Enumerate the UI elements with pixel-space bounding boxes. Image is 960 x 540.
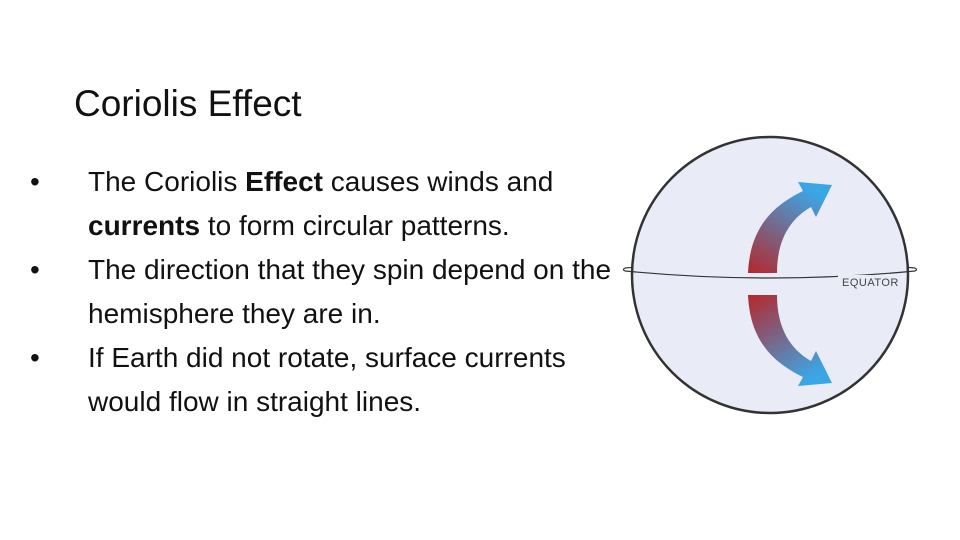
bullet-bold-segment: Effect — [245, 166, 323, 197]
bullet-list — [30, 160, 630, 424]
coriolis-globe-diagram — [620, 135, 920, 425]
equator-ring-right-edge — [915, 268, 917, 271]
bullet-item — [30, 160, 630, 248]
equator-ring-left-edge — [624, 268, 626, 271]
bullet-text-segment: to form circular patterns. — [200, 210, 510, 241]
globe-svg — [620, 135, 920, 425]
bullet-bold-segment: currents — [88, 210, 201, 241]
bullet-text-segment: The Coriolis — [88, 166, 246, 197]
bullet-item — [30, 336, 630, 424]
equator-label: EQUATOR — [842, 277, 899, 289]
slide-title: Coriolis Effect — [74, 82, 302, 124]
bullet-item — [30, 248, 630, 336]
bullet-text-segment: The direction that they spin depend on the hemisphere they are in. — [88, 254, 612, 329]
bullet-marker: • — [30, 166, 40, 197]
bullet-marker: • — [30, 254, 40, 285]
bullet-text-segment: If Earth did not rotate, surface currents would flow in straight lines. — [88, 342, 566, 417]
bullet-text-segment: causes winds and — [322, 166, 554, 197]
bullet-marker: • — [30, 342, 40, 373]
